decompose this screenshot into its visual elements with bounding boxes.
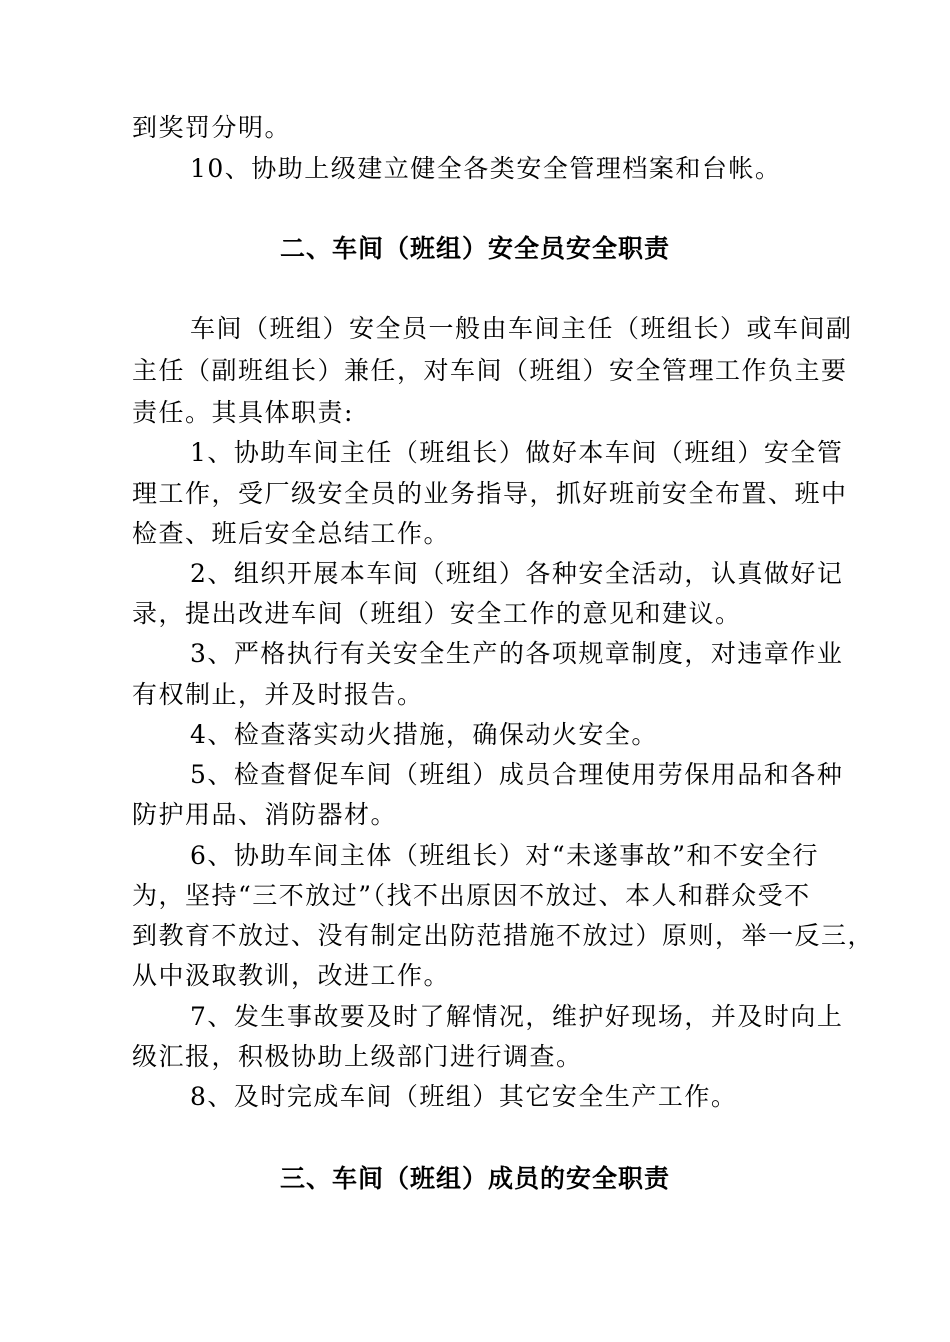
paragraph-line: 4、检查落实动火措施，确保动火安全。: [190, 720, 658, 749]
paragraph-line: 1、协助车间主任（班组长）做好本车间（班组）安全管: [190, 438, 844, 467]
paragraph-line: 5、检查督促车间（班组）成员合理使用劳保用品和各种: [190, 760, 844, 789]
paragraph-line: 责任。其具体职责:: [132, 398, 354, 427]
paragraph-line: 主任（副班组长）兼任，对车间（班组）安全管理工作负主要: [132, 356, 848, 385]
paragraph-line: 车间（班组）安全员一般由车间主任（班组长）或车间副: [190, 314, 853, 343]
paragraph-line: 7、发生事故要及时了解情况，维护好现场，并及时向上: [190, 1002, 844, 1031]
paragraph-line: 级汇报，积极协助上级部门进行调查。: [132, 1042, 583, 1071]
paragraph-line: 到奖罚分明。: [132, 113, 292, 142]
paragraph-line: 防护用品、消防器材。: [132, 800, 398, 829]
paragraph-line: 10、协助上级建立健全各类安全管理档案和台帐。: [190, 154, 782, 183]
paragraph-line: 从中汲取教训，改进工作。: [132, 961, 451, 990]
paragraph-line: 6、协助车间主体（班组长）对“未遂事故”和不安全行: [190, 841, 819, 870]
paragraph-line: 录，提出改进车间（班组）安全工作的意见和建议。: [132, 599, 742, 628]
paragraph-line: 有权制止，并及时报告。: [132, 680, 424, 709]
section-heading: 三、车间（班组）成员的安全职责: [279, 1164, 670, 1193]
paragraph-line: 理工作，受厂级安全员的业务指导，抓好班前安全布置、班中: [132, 479, 848, 508]
paragraph-line: 检查、班后安全总结工作。: [132, 519, 451, 548]
section-heading: 二、车间（班组）安全员安全职责: [279, 234, 670, 263]
paragraph-line: 为，坚持“三不放过”（找不出原因不放过、本人和群众受不: [132, 881, 811, 910]
paragraph-line: 8、及时完成车间（班组）其它安全生产工作。: [190, 1082, 738, 1111]
paragraph-line: 2、组织开展本车间（班组）各种安全活动，认真做好记: [190, 559, 844, 588]
paragraph-line: 3、严格执行有关安全生产的各项规章制度，对违章作业: [190, 639, 844, 668]
paragraph-line: 到教育不放过、没有制定出防范措施不放过）原则，举一反三，: [132, 921, 875, 950]
